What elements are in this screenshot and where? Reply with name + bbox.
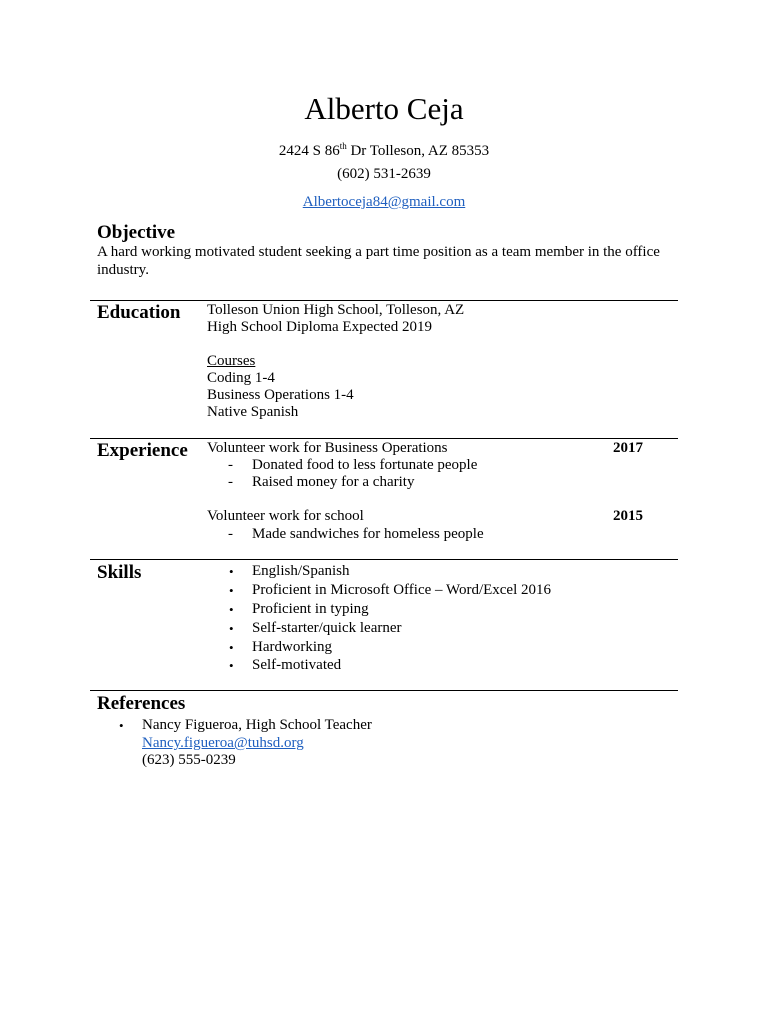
skill-item: Self-motivated [252, 657, 342, 673]
experience-detail: Donated food to less fortunate people [252, 457, 478, 473]
courses-label: Courses [207, 353, 256, 369]
education-title: Education [97, 302, 181, 323]
bullet-icon: • [229, 583, 234, 598]
skill-item: Proficient in typing [252, 601, 369, 617]
address-ordinal: th [339, 141, 347, 151]
bullet-icon: • [229, 658, 234, 673]
course-item: Business Operations 1-4 [207, 387, 354, 403]
course-item: Coding 1-4 [207, 370, 275, 386]
experience-role: Volunteer work for school [207, 508, 364, 524]
experience-detail: Made sandwiches for homeless people [252, 526, 484, 542]
reference-phone: (623) 555-0239 [142, 752, 236, 768]
reference-email-link[interactable]: Nancy.figueroa@tuhsd.org [142, 735, 304, 751]
dash-marker: - [228, 474, 233, 490]
experience-year: 2015 [613, 508, 643, 524]
diploma: High School Diploma Expected 2019 [207, 319, 432, 335]
objective-title: Objective [97, 222, 176, 243]
experience-role: Volunteer work for Business Operations [207, 440, 448, 456]
address-rest: Dr Tolleson, AZ 85353 [346, 143, 490, 159]
address [0, 137, 768, 160]
dash-marker: - [228, 526, 233, 542]
skills-divider [90, 559, 678, 560]
references-divider [90, 690, 678, 691]
phone-number: (602) 531-2639 [337, 166, 431, 182]
skills-title: Skills [97, 562, 142, 583]
bullet-icon: • [119, 718, 124, 733]
experience-year: 2017 [613, 440, 643, 456]
experience-title: Experience [97, 440, 188, 461]
skill-item: Hardworking [252, 639, 332, 655]
skill-item: English/Spanish [252, 563, 350, 579]
course-item: Native Spanish [207, 404, 299, 420]
references-title: References [97, 693, 186, 714]
skill-item: Proficient in Microsoft Office – Word/Excel 2016 [252, 582, 552, 598]
education-divider [90, 300, 678, 301]
skill-item: Self-starter/quick learner [252, 620, 402, 636]
resume-name: Alberto Ceja [304, 91, 464, 126]
objective-text-line-2: industry. [97, 262, 149, 278]
address-street: 2424 S 86 [278, 143, 340, 159]
dash-marker: - [228, 457, 233, 473]
bullet-icon: • [229, 602, 234, 617]
experience-divider [90, 438, 678, 439]
objective-text-line-1: A hard working motivated student seeking a part time position as a team member in the office [97, 244, 660, 260]
school-name: Tolleson Union High School, Tolleson, AZ [207, 302, 465, 318]
reference-email-row [142, 735, 304, 752]
bullet-icon: • [229, 621, 234, 636]
email-row [0, 193, 768, 211]
reference-name: Nancy Figueroa, High School Teacher [142, 717, 372, 733]
bullet-icon: • [229, 640, 234, 655]
experience-detail: Raised money for a charity [252, 474, 415, 490]
email-link[interactable]: Albertoceja84@gmail.com [302, 194, 466, 210]
bullet-icon: • [229, 564, 234, 579]
